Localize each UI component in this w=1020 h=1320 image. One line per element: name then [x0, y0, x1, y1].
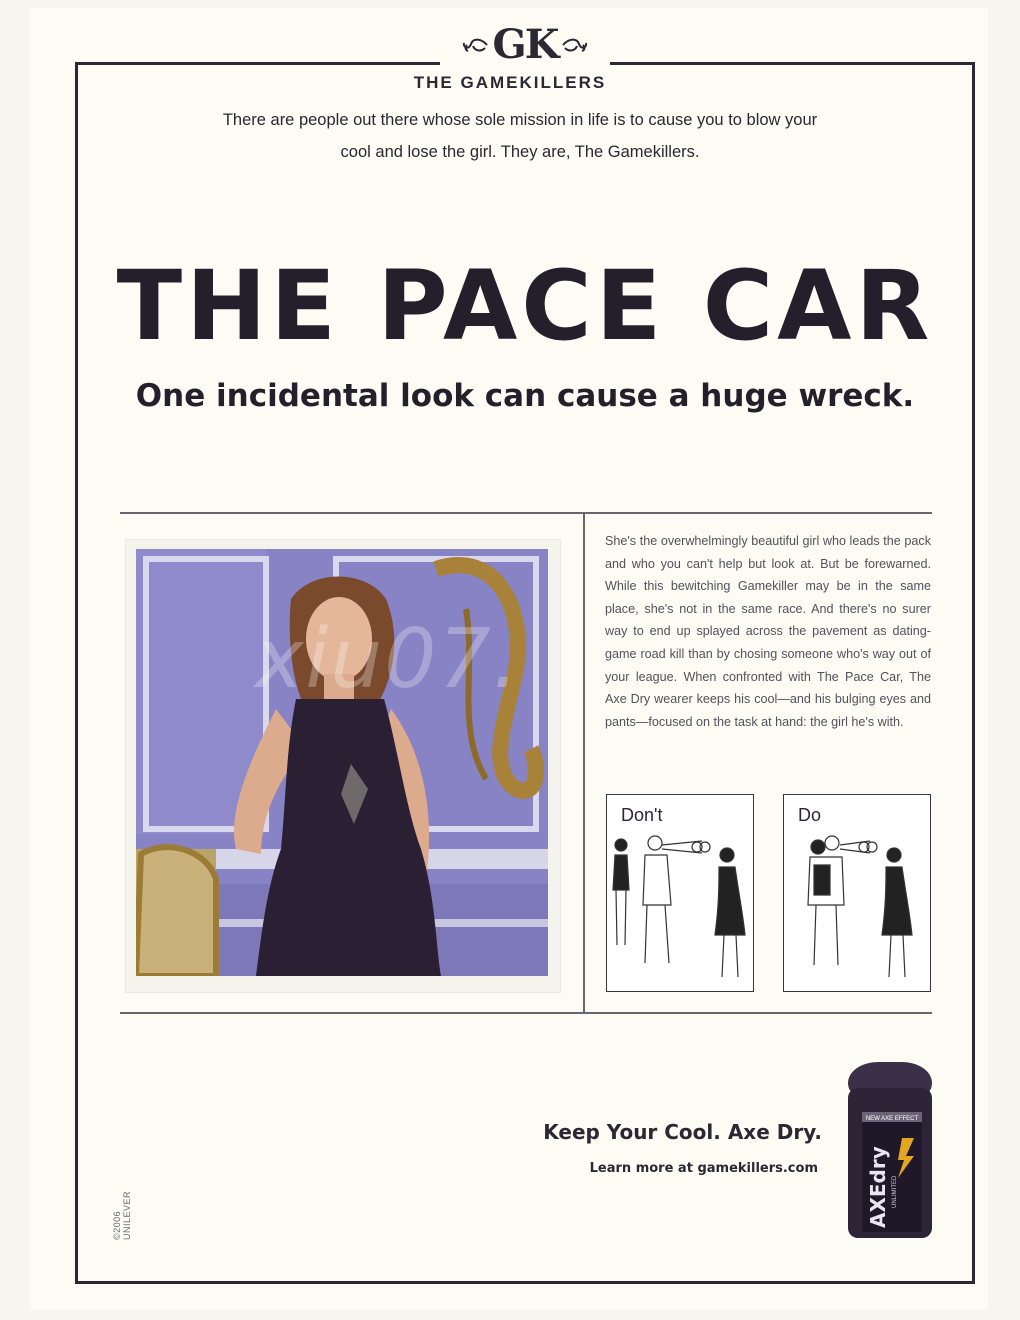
intro-text: There are people out there whose sole mission in life is to cause you to blow your cool and lose the girl. They are, The Gamekillers.	[222, 111, 818, 161]
gamekillers-logo	[445, 22, 605, 68]
copyright: ©2006 UNILEVER	[112, 1190, 132, 1240]
product-variant: UNLIMITED	[892, 1175, 898, 1208]
do-panel	[783, 794, 931, 992]
body-copy: She's the overwhelmingly beautiful girl who leads the pack and who you can't help but look at. But be forewarned. While this bewitching Gamekiller may be in the same place, she's not in the same race. And there's no surer way to end up splayed across the pavement as dating-game road kill than by chosing someone who's way out of your league. When confronted with The Pace Car, The Axe Dry wearer keeps his cool—and his bulging eyes and pants—focused on the task at hand: the girl he's with.	[605, 534, 931, 729]
tagline: Keep Your Cool. Axe Dry.	[543, 1120, 822, 1144]
product-brand: AXEdry	[866, 1146, 890, 1228]
dont-label: Don't	[621, 805, 663, 825]
column-divider	[583, 512, 585, 1013]
left-ornament-icon	[461, 34, 489, 56]
headline: THE PACE CAR	[116, 250, 934, 362]
bottom-divider	[120, 1012, 932, 1014]
brand-name: THE GAMEKILLERS	[413, 73, 607, 92]
dont-panel	[606, 794, 754, 992]
product-label: NEW AXE EFFECT	[865, 1116, 919, 1122]
logo-mark: GK	[492, 21, 558, 68]
top-divider	[120, 512, 932, 514]
do-illustration	[784, 795, 932, 993]
dont-illustration	[607, 795, 755, 993]
watermark: xiu07.	[255, 612, 521, 707]
right-ornament-icon	[561, 34, 589, 56]
do-label: Do	[798, 805, 822, 825]
subheadline: One incidental look can cause a huge wreck.	[135, 378, 915, 414]
learn-more-link[interactable]: Learn more at gamekillers.com	[589, 1161, 818, 1176]
axe-dry-product	[840, 1060, 950, 1245]
